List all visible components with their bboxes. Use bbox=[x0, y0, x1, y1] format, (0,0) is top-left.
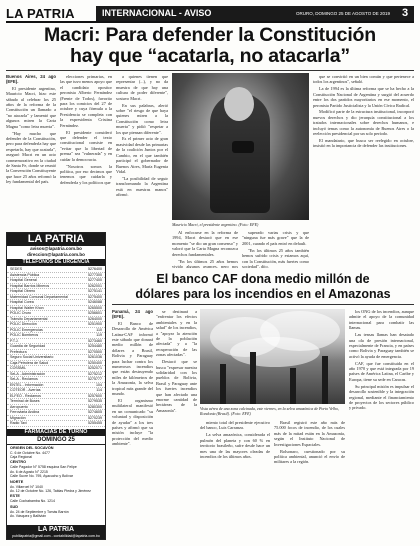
phone-number: 104 bbox=[96, 382, 102, 387]
phone-name: Aeropuerto bbox=[10, 404, 28, 409]
article1-paragraph: Modificó parte de la estructura institucional, incorporó nuevos derechos y dio jerarquía constitucional a los tratados internacionales sobre derechos humanos, e incluyó temas como la autonomía de Buenos Aires o la reelección presidencial por un solo período. bbox=[313, 109, 414, 137]
article2-column-1 bbox=[112, 309, 153, 540]
phone-number: 5264000 bbox=[88, 316, 102, 321]
phone-name: SeLA - Administración bbox=[10, 371, 46, 376]
phone-name: Maternidad Comunal Departamental bbox=[10, 294, 68, 299]
article1-paragraph: Es el primer acto de gran masividad desde las primarias de la coalición Juntos por el Cambio, en el que también participó el gobernador de Buenos Aires, María Eugenia Vidal. bbox=[116, 136, 168, 174]
article2-column-2 bbox=[156, 309, 197, 540]
sidebar-footer bbox=[7, 525, 105, 540]
pharmacy-zone: ESTE bbox=[10, 494, 20, 499]
article1-column-1 bbox=[6, 74, 56, 228]
headline-divider bbox=[6, 70, 414, 71]
brand-logo: LA PATRIA bbox=[6, 6, 75, 21]
article1-paragraph: En sus palabras, alertó sobre "el riesgo de que haya quienes miren a la Constitución como letra muerta" y pidió "respetar a los que piensan diferente". bbox=[116, 102, 168, 135]
article2-paragraph: Su principal misión es impulsar el desarrollo sostenible y la integración regional, mediante el financiamiento de proyectos de los sectores público y privado. bbox=[349, 383, 414, 411]
article2-paragraph: Destacó que se busca "expresar nuestra solidaridad con los pueblos de Bolivia, Brasil y Paraguay ante los fuertes incendios que han afectado una enorme cantidad de hectáreas de la Amazonía". bbox=[156, 359, 197, 413]
phone-name: Guardia de Seguridad bbox=[10, 344, 46, 348]
article1-paragraph: La de 1994 es la última reforma que se ha hecho a la Constitución Nacional de Argentina y surgió del acuerdo entre los dos partidos mayoritarios en ese momento, el peronista Partido Justicialista y la Unión Cívica Radical. bbox=[313, 86, 414, 108]
article2-paragraph: El Banco de Desarrollo de América Latina-CAF informó este sábado que donará medio millón de dólares a Brasil, Bolivia y Paraguay para luchar contra los numerosos incendios que están destruyendo miles de kilómetros de la Amazonía, la selva tropical más grande del mundo. bbox=[112, 320, 153, 397]
amazon-fire-photo bbox=[200, 309, 345, 404]
article1-paragraph: "La posibilidad de seguir transformando la Argentina está en nuestras manos" afirmó. bbox=[116, 175, 168, 198]
sidebar-email-ads: avisos@lapatria.com.bo bbox=[30, 246, 82, 251]
article2-paragraph: se destinará a "enfrentar los efectos ambientales y en la salud" de los incendios, a "apoyar la atención de la población afectada" y a "la recuperación de las zonas afectadas". bbox=[156, 309, 197, 358]
pharmacy-address: Av. 6 de Agosto N° 2215 bbox=[10, 469, 48, 474]
phone-name: Hospital General bbox=[10, 278, 37, 282]
article1-paragraph: que se convirtió en un bien común y que pertenece a todos los argentinos", señaló. bbox=[313, 74, 414, 85]
phone-number: 5250400 bbox=[88, 360, 102, 365]
phone-name: ENTEL - Información bbox=[10, 382, 44, 387]
phone-name: Asistencia Pública bbox=[10, 272, 40, 277]
phone-number: 5262001 bbox=[88, 283, 102, 288]
phone-name: COTEOR - Averías bbox=[10, 388, 41, 392]
article1-paragraph: a quienes tienen que representar (...), y no da muestra de que hay una cultura de poder diferente", sostuvo Macri. bbox=[116, 74, 168, 101]
pharmacy-address: Caja Regional bbox=[10, 454, 32, 459]
article1-paragraph: El presidente argentino, Mauricio Macri, hizo este sábado al celebrar los 25 años de la reforma de la Constitución un llamado a "no atacarla" y lamentó que algunos miren la Carta Magna "como letra muerta". bbox=[6, 85, 56, 129]
headline-line-2: hay que “acatarla, no atacarla” bbox=[70, 45, 350, 67]
phone-number: 5251900 bbox=[88, 322, 102, 326]
pharmacy-list bbox=[7, 446, 105, 519]
phone-name: POLIC Oruro bbox=[10, 311, 31, 315]
article2-paragraph: miento total del presidente ejecutivo del banco, Luis Carranza. bbox=[200, 420, 270, 431]
phone-number: 5277300 bbox=[88, 272, 102, 277]
phone-number: 5277400 bbox=[88, 278, 102, 282]
phone-row bbox=[7, 421, 105, 427]
page-header bbox=[6, 6, 414, 23]
caf-headline-divider bbox=[112, 304, 414, 305]
phone-number: 5275141 bbox=[88, 289, 102, 293]
phone-name: Seguro Social Universitario bbox=[10, 355, 54, 359]
caf-headline bbox=[112, 272, 414, 302]
article2-paragraph: Brasil registró este año más de 75.000 focos de incendio, de los cuales más de la mitad están en la Amazonía, según el Instituto Nacional de Investigaciones Espaciales. bbox=[274, 420, 345, 447]
photo-tree bbox=[250, 352, 256, 404]
phone-name: COSSMIL bbox=[10, 366, 27, 370]
sidebar-footer-emails: publilapatria@gmail.com - contabilidad@lapatria.com.bo bbox=[12, 533, 100, 538]
article2-paragraph: CAF, que fue constituida en el año 1970 y que está integrada por 19 países de América Latina, el Caribe y Europa, tiene su sede en Caracas. bbox=[349, 360, 414, 382]
phone-number: 5246088 bbox=[88, 300, 102, 304]
pharmacy-address: Av. Vásquez y Ballivián bbox=[10, 514, 47, 519]
phone-number: 5275400 bbox=[88, 294, 102, 299]
page-number: 3 bbox=[396, 6, 414, 21]
article2-paragraph: Bolsonaro, cuestionado por su política ambiental, anunció el envío de militares a la región. bbox=[274, 448, 345, 465]
phone-name: POLIC Emergencias bbox=[10, 327, 43, 332]
article1-column-2 bbox=[60, 74, 112, 228]
phone-number: 5257600 bbox=[88, 393, 102, 398]
sidebar-footer-brand: LA PATRIA bbox=[37, 525, 75, 533]
phone-number: 5275777 bbox=[88, 377, 102, 381]
caf-headline-line-2: dólares para los incendios en el Amazonas bbox=[135, 287, 391, 301]
phone-name: Radio Taxi bbox=[10, 421, 27, 425]
phone-name: Caja Petrolera de Salud bbox=[10, 360, 49, 365]
phone-number: 5265500 bbox=[88, 305, 102, 310]
phone-number: 110 bbox=[96, 327, 102, 332]
phone-number: 5252071 bbox=[88, 366, 102, 370]
phone-number: 5279535 bbox=[88, 399, 102, 403]
phone-name: Hospital Walter Khon bbox=[10, 305, 44, 310]
pharmacy-zone: ORIGEN DEL SOCAVÓN bbox=[10, 445, 54, 450]
article1-paragraph: "Hay mucho que defender de la Constitución, pero para defenderla hay que respetarla, hay que acatarla", aseguró Macri en un acto conmemorativo en la ciudad de Santa Fe, donde se reunió la Convención Constituyente que hace 25 años reformó la ley fundamental del país. bbox=[6, 130, 56, 185]
article1-column-4 bbox=[172, 230, 238, 268]
pharmacy-title: FARMACIAS DE TURNO bbox=[7, 429, 105, 436]
phone-number: 114 bbox=[96, 388, 102, 392]
phone-name: Prefectura bbox=[10, 349, 27, 354]
phone-name: P.T.J. bbox=[10, 338, 19, 343]
phone-name: Ferroviaria Andina bbox=[10, 410, 40, 414]
photo-tree bbox=[322, 356, 328, 404]
photo-head bbox=[224, 87, 254, 121]
article1-paragraph: elecciones primarias, en las que tuvo menos apoyo que el candidato opositor peronista Alberto Fernández (Frente de Todos), favorito para los comicios del 27 de octubre y cuya fórmula a la Presidencia se completa con la expresidenta Cristina Fernández. bbox=[60, 74, 112, 128]
article1-paragraph: El mandatario, que busca ser reelegido en octubre, insistió en la importancia de defender las instituciones. bbox=[313, 137, 414, 149]
article1-paragraph: "Nosotros somos la política, por eso decimos que tenemos que cuidarla y defenderla y los políticos que bbox=[60, 163, 112, 185]
photo-tree bbox=[290, 368, 296, 404]
pharmacy-address: Calle Cochabamba No. 1214 bbox=[10, 499, 55, 504]
phone-name: Hospital Barrios Mineros bbox=[10, 283, 50, 288]
sidebar-email-direction: direccion@lapatria.com.bo bbox=[27, 251, 85, 257]
phone-number: 5256601 bbox=[88, 311, 102, 315]
photo-smoke bbox=[230, 337, 320, 367]
photo-microphone bbox=[232, 141, 254, 153]
phone-name: POLIC Dirección bbox=[10, 322, 37, 326]
sidebar-brand: LA PATRIA bbox=[7, 233, 105, 246]
phone-name: POLIC Bomberos bbox=[10, 333, 39, 337]
pharmacy-address: Calle Pagador N° 5758 esquina San Felipe bbox=[10, 465, 77, 470]
pharmacy-address: Av. Villarroel N° 1040 bbox=[10, 484, 43, 489]
article1-paragraph: Al enfocarse en la reforma de 1994, Macri destacó que en ese momento "se dio un gran consenso" y valoró que la Carta Magna reconozca derechos fundamentales. bbox=[172, 230, 238, 257]
phone-name: SeLA - Reclamos bbox=[10, 377, 38, 381]
article1-column-3 bbox=[116, 74, 168, 228]
pharmacy-address: Av. 12 de Octubre No. 126, Tablas Piedra y Jiménez bbox=[10, 488, 91, 493]
pharmacy-zone: CENTRO bbox=[10, 460, 27, 465]
phone-number: 5273460 bbox=[88, 338, 102, 343]
phone-name: Hospital Corea bbox=[10, 300, 34, 304]
phones-title: TELÉFONOS DE URGENCIA bbox=[7, 259, 105, 266]
edition-date: ORURO, DOMINGO 25 DE AGOSTO DE 2019 bbox=[290, 6, 396, 21]
phone-name: SEDES bbox=[10, 267, 23, 271]
caf-headline-line-1: El banco CAF dona medio millón de bbox=[156, 272, 370, 286]
pharmacy-address: Av. 24 de Septiembre y Tomás Barrón bbox=[10, 509, 69, 514]
article1-column-2b bbox=[112, 230, 168, 268]
phone-number: 5270239 bbox=[88, 415, 102, 420]
article1-paragraph: "En los últimos 25 años hemos vivido algunos avances, pero nos bbox=[172, 258, 238, 268]
phone-name: Tránsito Departamental bbox=[10, 316, 48, 321]
amazon-photo-caption: Vista aérea de una zona calcinada, este viernes, en la selva amazónica de Porto Velho, Rondonia (Brasil). (Foto: EFE) bbox=[200, 406, 339, 416]
pharmacy-address: Calle Sucre No. 795, Ayacucho y Bolívar bbox=[10, 474, 73, 479]
article1-paragraph: superado varias crisis y que "ninguna fue más grave" que la de 2001, cuando el país entró en default. bbox=[242, 230, 309, 246]
article2-column-4 bbox=[274, 420, 345, 540]
pharmacy-day: DOMINGO 25 bbox=[7, 436, 105, 445]
phone-number: 5275212 bbox=[88, 371, 102, 376]
macri-photo bbox=[172, 73, 309, 220]
phone-list bbox=[7, 267, 105, 427]
article2-paragraph: La selva amazónica, considerada el pulmón del planeta y con 60 % en territorio brasileño, sufre desde hace un mes una de las mayores oleadas de incendios de los últimos años. bbox=[200, 432, 270, 459]
main-headline bbox=[6, 25, 414, 67]
phone-number: 5261036 bbox=[88, 355, 102, 359]
phone-number: 5276400 bbox=[88, 267, 102, 271]
macri-photo-caption: Mauricio Macri, el presidente argentino. (Foto: EFE) bbox=[172, 222, 259, 227]
article2-column-5 bbox=[349, 309, 414, 540]
pharmacy-address: C. 6 de Octubre No. 4477 bbox=[10, 450, 50, 455]
headline-line-1: Macri: Para defender la Constitución bbox=[44, 24, 376, 46]
phone-number: 119 bbox=[96, 333, 102, 337]
phone-number: 5280300 bbox=[88, 404, 102, 409]
urgency-phones-sidebar bbox=[6, 232, 106, 540]
article2-paragraph: El organismo multilateral manifestó en un comunicado "su voluntad y disposición de ayudar" a los tres países y afirmó que su misión incluye "la protección del medio ambiente". bbox=[112, 398, 153, 447]
article1-column-6 bbox=[313, 74, 414, 268]
photo-tree bbox=[220, 364, 226, 404]
article1-column-5 bbox=[242, 230, 309, 268]
pharmacy-zone: SUD bbox=[10, 504, 19, 509]
article2-column-3 bbox=[200, 420, 270, 540]
phone-number: 5254480 bbox=[88, 344, 102, 348]
article1-paragraph: El presidente consideró que defender el texto constitucional consiste en "evitar que la libertad de prensa" sea "vulnerada" y en cuidar la democracia. bbox=[60, 129, 112, 162]
article2-paragraph: los ONG de los incendios, aunque admite el apoyo de la comunidad internacional para combatir las llamas. bbox=[349, 309, 414, 331]
phone-number: 5255455 bbox=[88, 421, 102, 425]
article1-dateline: Buenos Aires, 24 ago (EFE). bbox=[6, 74, 56, 85]
phone-number: 5270500 bbox=[88, 349, 102, 354]
phone-number: 5274605 bbox=[88, 410, 102, 414]
phone-name: Terminal de Buses bbox=[10, 399, 40, 403]
phone-name: Hospital Obrero bbox=[10, 289, 36, 293]
phone-name: ELFEO - Reclamos bbox=[10, 393, 41, 398]
article2-paragraph: Las tensas llamas han desatado una ola de presión internacional, especialmente de Francia, y en países como Bolivia y Paraguay también se activó la ayuda de emergencia. bbox=[349, 332, 414, 359]
article1-paragraph: "En los últimos 25 años también hemos sufrido crisis y estamos aquí, con la Constitución, más fuertes como sociedad", dijo. bbox=[242, 247, 309, 268]
section-title: INTERNACIONAL - AVISO bbox=[96, 6, 290, 21]
phone-name: Migración bbox=[10, 415, 26, 420]
article2-dateline: Panamá, 24 ago (EFE). bbox=[112, 309, 153, 320]
pharmacy-zone: NORTE bbox=[10, 479, 24, 484]
